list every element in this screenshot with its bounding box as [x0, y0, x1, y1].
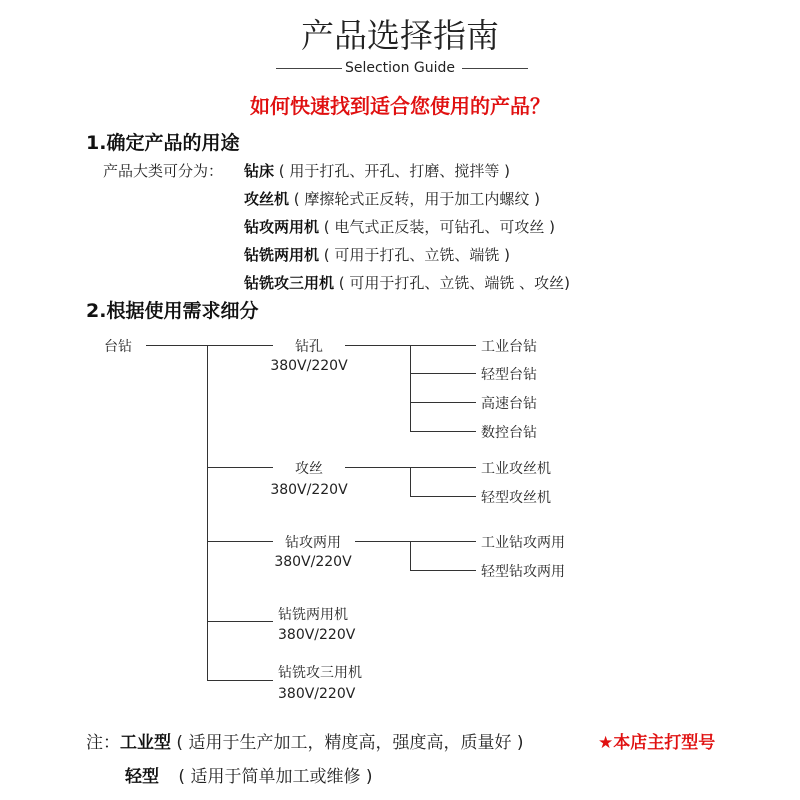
- category-item-tapping: [244, 188, 540, 209]
- tree-subbranch-spine: [410, 467, 411, 496]
- tree-branch-connector: [207, 621, 273, 622]
- tree-branch-label: 钻孔: [295, 339, 323, 355]
- category-name: 钻床: [244, 162, 275, 180]
- tree-leaf-connector: [410, 496, 476, 497]
- page-title: 产品选择指南: [301, 16, 499, 55]
- category-name: 钻铣两用机: [244, 246, 320, 264]
- tree-leaf-connector: [410, 570, 476, 571]
- tree-trunk: [207, 345, 208, 681]
- tree-branch-voltage: 380V/220V: [278, 627, 356, 643]
- tree-leaf: 轻型台钻: [481, 367, 537, 383]
- subtitle-right-rule: [462, 68, 528, 69]
- tree-subbranch-connector: [355, 541, 411, 542]
- tree-leaf: 工业钻攻两用: [481, 535, 565, 551]
- category-item-drill-mill-tap: [244, 272, 570, 293]
- category-item-drill-tap: [244, 216, 555, 237]
- category-desc: ( 可用于打孔、立铣、端铣 ): [323, 246, 511, 264]
- tree-leaf-connector: [410, 345, 476, 346]
- section1-intro: 产品大类可分为：: [103, 162, 224, 180]
- category-desc: ( 电气式正反装，可钻孔、可攻丝 ): [323, 218, 556, 236]
- tree-leaf-connector: [410, 402, 476, 403]
- tree-branch-voltage: 380V/220V: [274, 554, 352, 570]
- note-light-label: 轻型: [125, 767, 159, 787]
- tree-branch-voltage: 380V/220V: [270, 482, 348, 498]
- section1-heading: 1.确定产品的用途: [86, 132, 240, 154]
- tree-subbranch-connector: [345, 467, 411, 468]
- tree-leaf: 数控台钻: [481, 425, 537, 441]
- note-industrial-label: 工业型: [120, 733, 171, 753]
- featured-badge: ★本店主打型号: [598, 733, 716, 753]
- section2-heading: 2.根据使用需求细分: [86, 300, 259, 322]
- category-desc: ( 用于打孔、开孔、打磨、搅拌等 ): [278, 162, 511, 180]
- note-prefix: 注：: [86, 733, 120, 753]
- tree-branch-connector: [207, 680, 273, 681]
- tree-branch-label: 攻丝: [295, 461, 323, 477]
- category-name: 钻攻两用机: [244, 218, 320, 236]
- tree-branch-voltage: 380V/220V: [278, 686, 356, 702]
- note-light-desc: ( 适用于简单加工或维修 ): [178, 767, 373, 787]
- tree-leaf-connector: [410, 373, 476, 374]
- category-name: 攻丝机: [244, 190, 290, 208]
- category-item-drill-mill: [244, 244, 510, 265]
- tree-leaf-connector: [410, 431, 476, 432]
- tree-leaf: 高速台钻: [481, 396, 537, 412]
- tree-leaf: 工业台钻: [481, 339, 537, 355]
- category-desc: ( 摩擦轮式正反转，用于加工内螺纹 ): [293, 190, 541, 208]
- tree-subbranch-spine: [410, 345, 411, 431]
- tree-leaf: 工业攻丝机: [481, 461, 551, 477]
- tree-root-connector: [146, 345, 208, 346]
- tree-branch-label: 钻铣攻三用机: [278, 665, 362, 681]
- tree-branch-label: 钻攻两用: [285, 535, 341, 551]
- tree-leaf: 轻型攻丝机: [481, 490, 551, 506]
- category-name: 钻铣攻三用机: [244, 274, 335, 292]
- note-industrial: [86, 728, 523, 753]
- category-desc: ( 可用于打孔、立铣、端铣 、攻丝): [338, 274, 571, 292]
- note-light: [125, 762, 372, 787]
- tree-subbranch-spine: [410, 541, 411, 570]
- page-subtitle: Selection Guide: [344, 60, 456, 76]
- tree-leaf: 轻型钻攻两用: [481, 564, 565, 580]
- tree-root: 台钻: [104, 339, 132, 355]
- tree-subbranch-connector: [345, 345, 411, 346]
- tree-leaf-connector: [410, 467, 476, 468]
- note-industrial-desc: ( 适用于生产加工，精度高，强度高，质量好 ): [176, 733, 524, 753]
- guide-question: 如何快速找到适合您使用的产品？: [250, 94, 550, 118]
- tree-branch-label: 钻铣两用机: [278, 607, 348, 623]
- tree-leaf-connector: [410, 541, 476, 542]
- category-item-drill: [244, 160, 510, 181]
- tree-branch-voltage: 380V/220V: [270, 358, 348, 374]
